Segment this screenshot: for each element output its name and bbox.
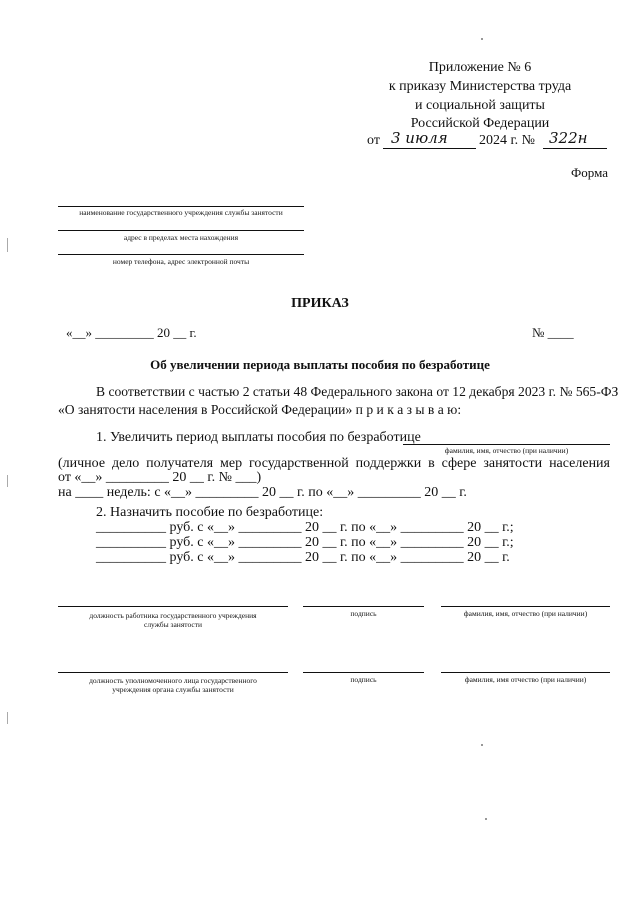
appendix-order-ref: к приказу Министерства труда <box>388 79 572 94</box>
handwritten-number: 322н <box>549 129 588 147</box>
appendix-number: Приложение № 6 <box>428 60 532 75</box>
position-caption-2: учреждения органа службы занятости <box>112 685 234 694</box>
form-label: Форма <box>571 165 608 180</box>
scan-dot <box>485 818 487 820</box>
scan-margin-mark <box>7 475 8 487</box>
position-caption: должность уполномоченного лица государственного <box>89 676 257 685</box>
benefit-row: __________ руб. с «__» _________ 20 __ г. по «__» _________ 20 __ г.; <box>96 535 514 550</box>
position-line[interactable] <box>58 606 288 607</box>
full-name-caption: фамилия, имя отчество (при наличии) <box>464 675 587 684</box>
signature-caption: подпись <box>350 675 377 684</box>
scan-margin-mark <box>7 712 8 724</box>
order-number: № ____ <box>532 325 574 340</box>
recipient-name-caption: фамилия, имя, отчество (при наличии) <box>444 446 569 455</box>
full-name-caption: фамилия, имя, отчество (при наличии) <box>463 609 588 618</box>
intro-line-2: «О занятости населения в Российской Федерации» п р и к а з ы в а ю: <box>58 402 462 417</box>
full-name-line[interactable] <box>441 606 610 607</box>
handwritten-date: 3 июля <box>391 129 448 147</box>
intro-line-1: В соответствии с частью 2 статьи 48 Федерального закона от 12 декабря 2023 г. № 565-ФЗ <box>96 384 619 399</box>
org-address-caption: адрес в пределах места нахождения <box>123 233 239 242</box>
signature-caption: подпись <box>350 609 377 618</box>
org-address-line[interactable] <box>58 230 304 231</box>
org-name-caption: наименование государственного учреждения службы занятости <box>79 208 283 217</box>
appendix-country: Российской Федерации <box>410 116 550 131</box>
scan-dot <box>481 744 483 746</box>
item-1-text: 1. Увеличить период выплаты пособия по безработице <box>96 430 421 445</box>
org-contacts-caption: номер телефона, адрес электронной почты <box>112 257 250 266</box>
order-date: «__» _________ 20 __ г. <box>66 325 197 340</box>
scan-margin-mark <box>7 238 8 252</box>
full-name-line[interactable] <box>441 672 610 673</box>
position-caption-2: службы занятости <box>143 620 203 629</box>
item-1-period: на ____ недель: с «__» _________ 20 __ г. по «__» _________ 20 __ г. <box>58 485 467 500</box>
date-underline <box>383 148 476 149</box>
signature-line[interactable] <box>303 672 424 673</box>
org-name-line[interactable] <box>58 206 304 207</box>
benefit-row: __________ руб. с «__» _________ 20 __ г. по «__» _________ 20 __ г.; <box>96 520 514 535</box>
benefit-row: __________ руб. с «__» _________ 20 __ г. по «__» _________ 20 __ г. <box>96 550 510 565</box>
number-underline <box>543 148 607 149</box>
scan-dot <box>481 38 483 40</box>
org-contacts-line[interactable] <box>58 254 304 255</box>
position-caption: должность работника государственного учреждения <box>89 611 257 620</box>
item-1-case-file: (личное дело получателя мер государственной поддержки в сфере занятости населения <box>58 456 610 471</box>
position-line[interactable] <box>58 672 288 673</box>
appendix-ministry: и социальной защиты <box>415 98 545 113</box>
item-2-text: 2. Назначить пособие по безработице: <box>96 505 324 520</box>
year-and-number-label: 2024 г. № <box>479 133 536 148</box>
order-subject: Об увеличении периода выплаты пособия по безработице <box>150 357 490 372</box>
signature-line[interactable] <box>303 606 424 607</box>
date-prefix: от <box>367 133 380 148</box>
order-title: ПРИКАЗ <box>291 296 349 311</box>
item-1-case-date: от «__» _________ 20 __ г. № ___) <box>58 470 262 485</box>
recipient-name-line[interactable] <box>403 444 610 445</box>
